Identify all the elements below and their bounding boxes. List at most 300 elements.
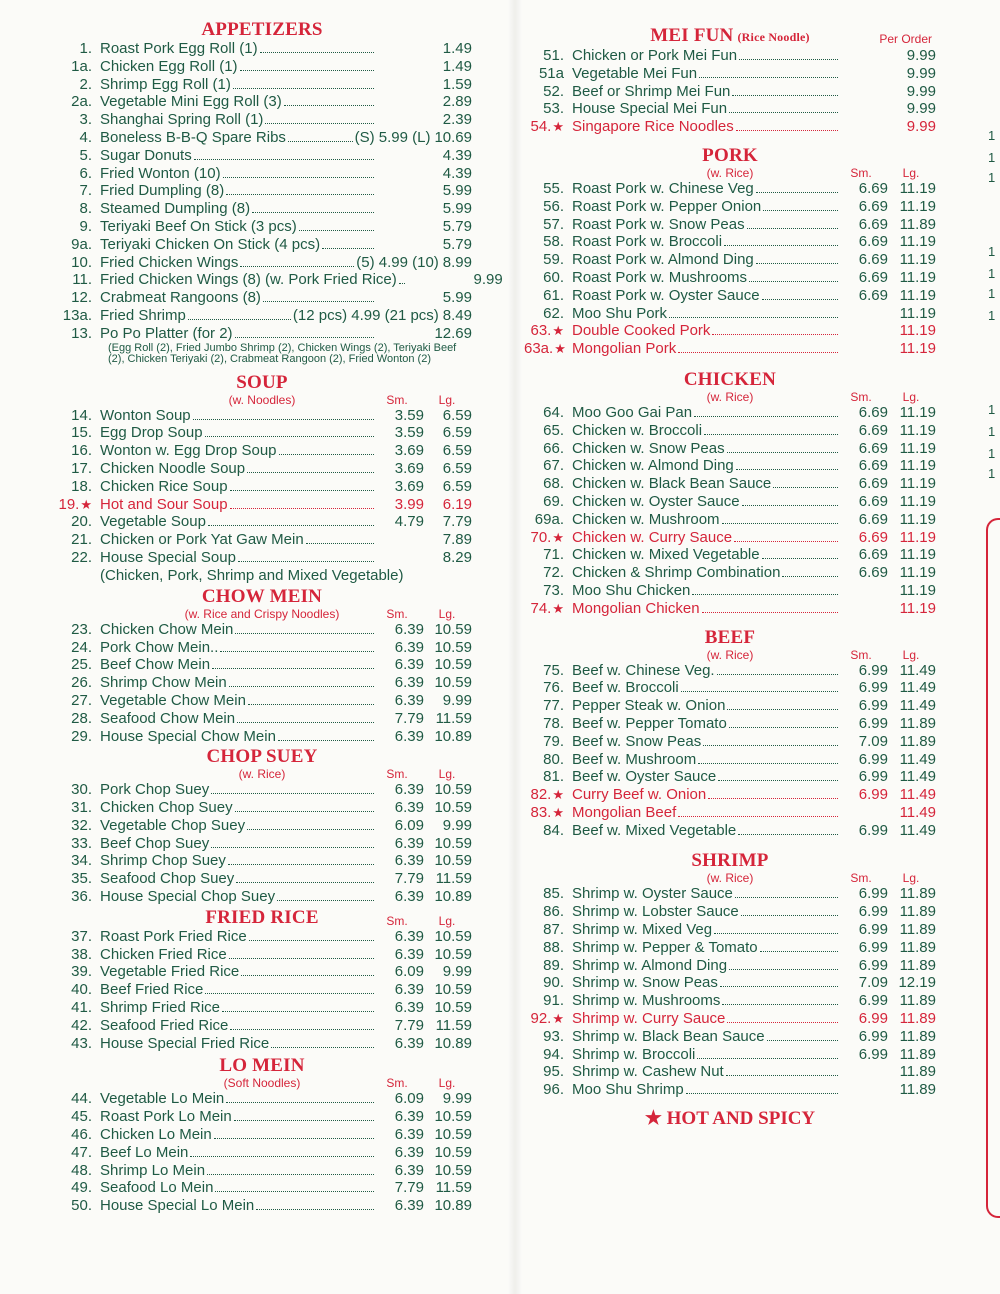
item-price-large: 11.19 [899,421,936,439]
dot-leader [704,434,838,435]
item-price-large: 11.19 [899,546,936,564]
lo-mein-subtitle: (Soft Noodles) [223,1076,301,1091]
item-price-large: 11.19 [899,475,936,493]
item-name: Shrimp Lo Mein [100,1161,206,1179]
item-price-large: 11.19 [899,439,936,457]
item-name: Beef Lo Mein [100,1143,189,1161]
dot-leader [190,1156,374,1157]
menu-item [52,799,472,817]
menu-item [524,216,936,234]
shrimp-subtitle: (w. Rice) [706,871,754,886]
item-price-small: 6.99 [858,821,888,839]
appetizers-note: (Egg Roll (2), Fried Jumbo Shrimp (2), Chicken Wings (2), Teriyaki Beef (2), Chicken Teriyaki (2), Crabmeat Rangoon (2), Fried Wonton (2) [108,341,457,365]
menu-item [52,496,472,514]
item-number: 71. [543,546,564,564]
item-number: 35. [71,870,92,888]
item-price-small: 7.79 [394,1016,424,1034]
soup-note: (Chicken, Pork, Shrimp and Mixed Vegetable) [100,566,404,584]
dot-leader [226,194,374,195]
section-chop-suey [52,747,472,906]
size-small-label: Sm. [386,1076,408,1091]
item-price-small: 6.99 [858,714,888,732]
mei-fun-title: MEI FUN (Rice Noodle) [650,25,810,46]
dot-leader [249,940,374,941]
item-name: Shrimp w. Pepper & Tomato [572,938,758,956]
menu-item [524,287,936,305]
dot-leader [762,299,838,300]
item-price-large: 6.19 [442,495,472,513]
menu-item [52,888,472,906]
size-small-label: Sm. [850,165,872,180]
item-price-large: 11.89 [899,903,936,921]
menu-item [524,269,936,287]
lo-mein-header [52,1056,472,1090]
item-price-large: 11.19 [899,457,936,475]
item-number: 4. [79,128,92,146]
item-price-large: 11.49 [899,768,936,786]
item-number: 59. [543,251,564,269]
item-number: 70.★ [530,528,564,546]
item-price-small: 6.39 [394,656,424,674]
dot-leader [237,722,374,723]
dot-leader [727,709,838,710]
item-name: Chicken w. Broccoli [572,421,703,439]
item-price: 11.19 [899,581,936,599]
menu-item [52,478,472,496]
size-large-label: Lg. [438,392,456,407]
item-price: 2.39 [442,111,472,129]
item-name: Chicken w. Mushroom [572,510,720,528]
dot-leader [235,633,374,634]
menu-item [52,639,472,657]
item-name: Chicken Rice Soup [100,477,228,495]
item-name: Sugar Donuts [100,146,192,164]
item-number: 66. [543,439,564,457]
dot-leader [263,301,374,302]
item-number: 25. [71,656,92,674]
item-price: 9.99 [906,100,936,118]
item-number: 88. [543,938,564,956]
menu-item [52,1108,472,1126]
item-price-large: 10.59 [434,945,472,963]
dot-leader [729,112,838,113]
item-name: Hot and Sour Soup [100,495,228,513]
size-large-label: Lg. [438,913,456,928]
item-number: 75. [543,661,564,679]
item-price: 9.99 [473,271,503,289]
size-small-label: Sm. [850,647,872,662]
item-number: 67. [543,457,564,475]
item-name: Chicken Fried Rice [100,945,227,963]
dot-leader [247,472,374,473]
item-name: Fried Wonton (10) [100,164,221,182]
menu-item [524,679,936,697]
menu-item [52,870,472,888]
spicy-star-icon: ★ [552,323,564,339]
menu-item [524,921,936,939]
item-number: 26. [71,674,92,692]
item-price-small: 6.39 [394,1126,424,1144]
chow-mein-header [52,587,472,621]
dot-leader [727,452,838,453]
dot-leader [230,508,374,509]
item-price-small: 6.69 [858,421,888,439]
item-number: 13a. [62,306,92,324]
menu-item [52,218,472,236]
item-price-small: 6.99 [858,661,888,679]
item-number: 55. [543,179,564,197]
item-number: 96. [543,1081,564,1099]
item-price: 1.49 [442,57,472,75]
item-number: 31. [71,799,92,817]
item-number: 23. [71,620,92,638]
menu-item [524,457,936,475]
item-portion-prices: (5) 4.99 (10) [356,253,439,271]
menu-item [524,1046,936,1064]
shrimp-size-header [838,871,934,885]
item-price-small: 3.59 [394,406,424,424]
item-price-large: 11.89 [899,1027,936,1045]
item-name: Roast Pork w. Broccoli [572,233,723,251]
dot-leader [220,651,374,652]
dot-leader [742,505,838,506]
item-name: Chicken Chow Mein [100,620,234,638]
menu-item [524,697,936,715]
item-price-small: 4.79 [394,513,424,531]
item-price: 8.49 [442,306,472,324]
menu-item [524,600,936,618]
item-price-large: 11.89 [899,1045,936,1063]
dot-leader [247,829,374,830]
item-price-large: 9.99 [442,1090,472,1108]
edge-number: 1 [988,266,996,281]
dot-leader [229,686,374,687]
item-price: 11.19 [899,599,936,617]
item-name: Vegetable Chop Suey [100,816,246,834]
lo-mein-size-header [374,1076,470,1090]
item-name: Mongolian Pork [572,340,677,358]
section-mei-fun [524,26,936,136]
dot-leader [241,975,374,976]
item-name: Chicken Egg Roll (1) [100,57,238,75]
item-price-small: 6.99 [858,679,888,697]
item-price: 5.79 [442,235,472,253]
item-price-large: 11.89 [899,885,936,903]
item-price-small: 6.39 [394,1143,424,1161]
dot-leader [193,419,374,420]
item-number: 21. [71,531,92,549]
item-name: Moo Shu Shrimp [572,1081,684,1099]
item-price-large: 11.19 [899,510,936,528]
dot-leader [735,897,838,898]
menu-item [52,407,472,425]
menu-item [52,674,472,692]
item-price-small: 6.69 [858,492,888,510]
menu-item [524,47,936,65]
menu-item [52,129,472,147]
item-price-large: 9.99 [442,691,472,709]
item-number: 69. [543,492,564,510]
menu-item [52,147,472,165]
item-price-small: 6.69 [858,475,888,493]
item-name: Curry Beef w. Onion [572,786,707,804]
menu-item [52,656,472,674]
menu-item [524,233,936,251]
dot-leader [782,576,838,577]
item-price-large: 11.89 [899,714,936,732]
section-pork [524,146,936,358]
menu-item [524,118,936,136]
menu-item [524,404,936,422]
menu-item [52,1090,472,1108]
item-number: 61. [543,286,564,304]
dot-leader [277,900,374,901]
menu-item [52,852,472,870]
item-name: Shrimp w. Almond Ding [572,956,728,974]
page-fold [508,0,522,1294]
item-number: 84. [543,821,564,839]
item-price-small: 3.69 [394,459,424,477]
per-order-label: Per Order [879,32,932,46]
item-name: Boneless B-B-Q Spare Ribs [100,128,286,146]
edge-number: 1 [988,128,996,143]
menu-item [52,442,472,460]
menu-item [52,289,472,307]
item-number: 91. [543,992,564,1010]
dot-leader [729,969,838,970]
item-name: Moo Shu Pork [572,304,668,322]
dot-leader [756,263,838,264]
dot-leader [205,436,374,437]
item-number: 62. [543,304,564,322]
size-large-label: Lg. [902,871,920,886]
item-number: 51a [538,64,564,82]
dot-leader [230,490,374,491]
item-name: House Special Mei Fun [572,100,728,118]
spicy-star-icon: ★ [552,119,564,135]
menu-item [52,728,472,746]
item-price-small: 6.69 [858,215,888,233]
menu-item [524,751,936,769]
item-number: 95. [543,1063,564,1081]
dot-leader [734,541,838,542]
dot-leader [736,130,838,131]
menu-item [52,40,472,58]
menu-item [52,271,503,289]
item-name: Beef w. Mixed Vegetable [572,821,737,839]
item-price-small: 6.99 [858,786,888,804]
item-price-small: 6.09 [394,816,424,834]
appetizers-header [52,20,472,40]
item-price-large: 11.89 [899,938,936,956]
item-number: 94. [543,1045,564,1063]
edge-number: 1 [988,150,996,165]
menu-item [52,781,472,799]
dot-leader [678,352,838,353]
right-column [524,26,936,1130]
menu-item [524,322,936,340]
item-price-small: 6.69 [858,439,888,457]
dot-leader [256,1209,374,1210]
dot-leader [205,993,374,994]
item-name: Po Po Platter (for 2) [100,324,233,342]
item-price-small: 6.39 [394,945,424,963]
item-name: Pork Chop Suey [100,781,210,799]
item-number: 11. [72,271,92,289]
item-price: 11.19 [899,304,936,322]
item-price-small: 6.69 [858,510,888,528]
item-number: 27. [71,691,92,709]
item-price: 2.89 [442,93,472,111]
item-number: 52. [543,82,564,100]
size-small-label: Sm. [850,871,872,886]
item-name: House Special Lo Mein [100,1197,255,1215]
size-large-label: Lg. [902,389,920,404]
item-price-small: 6.99 [858,903,888,921]
spicy-star-icon: ★ [552,804,564,820]
item-name: Roast Pork Lo Mein [100,1108,232,1126]
dot-leader [722,1004,838,1005]
menu-item [52,817,472,835]
item-name: Shrimp w. Lobster Sauce [572,903,739,921]
menu-item [52,325,472,343]
item-price-small: 7.09 [858,732,888,750]
size-small-label: Sm. [386,392,408,407]
item-price-small: 6.39 [394,1108,424,1126]
menu-item [524,804,936,822]
dot-leader [208,525,374,526]
menu-item [52,946,472,964]
lo-mein-title: LO MEIN [219,1055,305,1077]
dot-leader [736,469,838,470]
item-price-small: 6.69 [858,251,888,269]
spicy-star-icon: ★ [552,787,564,803]
item-name: Beef w. Mushroom [572,750,697,768]
item-price: 11.49 [899,803,936,821]
size-small-label: Sm. [850,389,872,404]
item-number: 53. [543,100,564,118]
item-price-large: 10.59 [434,981,472,999]
item-price: 9.99 [906,82,936,100]
item-price-large: 11.59 [435,1179,472,1197]
item-name: Shrimp Chop Suey [100,852,226,870]
item-name: Egg Drop Soup [100,424,203,442]
item-name: Roast Pork w. Snow Peas [572,215,745,233]
dot-leader [722,523,838,524]
dot-leader [756,192,838,193]
dot-leader [729,727,838,728]
item-name: Singapore Rice Noodles [572,118,734,136]
menu-item [52,835,472,853]
item-price: 4.39 [442,146,472,164]
menu-item [524,957,936,975]
menu-item [524,564,936,582]
item-name: Roast Pork Egg Roll (1) [100,40,258,57]
item-name: Shrimp Fried Rice [100,999,221,1017]
item-price-large: 11.49 [899,679,936,697]
chow-mein-title: CHOW MEIN [201,585,323,607]
menu-item [52,999,472,1017]
item-price-large: 11.49 [899,786,936,804]
item-number: 64. [543,403,564,421]
item-number: 7. [79,182,92,200]
item-price: 11.89 [899,1063,936,1081]
edge-number: 1 [988,424,996,439]
item-name: Chicken Lo Mein [100,1126,212,1144]
item-price-small: 6.09 [394,963,424,981]
menu-item [524,180,936,198]
menu-item [524,822,936,840]
item-number: 51. [543,47,564,64]
item-name: Wonton w. Egg Drop Soup [100,442,277,460]
item-price-large: 11.59 [435,709,472,727]
dot-leader [207,1174,374,1175]
item-price-small: 6.69 [858,528,888,546]
hot-spicy-legend [524,1107,936,1130]
dot-leader [322,248,374,249]
menu-item [524,83,936,101]
item-price-large: 11.59 [435,1016,472,1034]
item-price: 11.19 [899,340,936,358]
item-price-large: 10.59 [434,638,472,656]
edge-number: 1 [988,466,996,481]
dot-leader [697,1058,838,1059]
menu-item [52,111,472,129]
soup-size-header [374,393,470,407]
dot-leader [228,864,374,865]
dot-leader [212,668,374,669]
dot-leader [714,933,838,934]
dot-leader [724,245,838,246]
dot-leader [708,798,838,799]
chop-suey-title: CHOP SUEY [206,746,318,768]
dot-leader [703,745,838,746]
section-chicken [524,370,936,618]
dot-leader [215,1191,374,1192]
menu-item [524,974,936,992]
item-name: Roast Pork w. Mushrooms [572,268,748,286]
chicken-title: CHICKEN [683,368,777,390]
dot-leader [260,52,374,53]
item-name: Teriyaki Chicken On Stick (4 pcs) [100,235,321,253]
section-shrimp [524,851,936,1099]
menu-item [524,768,936,786]
menu-item [52,1144,472,1162]
item-number: 2a. [71,93,92,111]
item-price-small: 6.99 [858,750,888,768]
item-name: Chicken or Pork Yat Gaw Mein [100,531,304,549]
item-number: 49. [71,1179,92,1197]
item-price-small: 6.99 [858,956,888,974]
spicy-star-icon: ★ [80,496,92,512]
item-number: 9. [79,217,92,235]
dot-leader [747,228,838,229]
menu-item [524,582,936,600]
menu-item [524,546,936,564]
dot-leader [226,1102,374,1103]
dot-leader [223,177,374,178]
dot-leader [732,95,838,96]
dot-leader [762,558,838,559]
item-price-small: 6.39 [394,999,424,1017]
item-name: Shrimp w. Mushrooms [572,992,721,1010]
soup-title: SOUP [236,371,288,393]
menu-item [52,182,472,200]
dot-leader [726,1075,838,1076]
item-price-small: 6.69 [858,286,888,304]
menu-item [52,1197,472,1215]
dot-leader [306,543,374,544]
